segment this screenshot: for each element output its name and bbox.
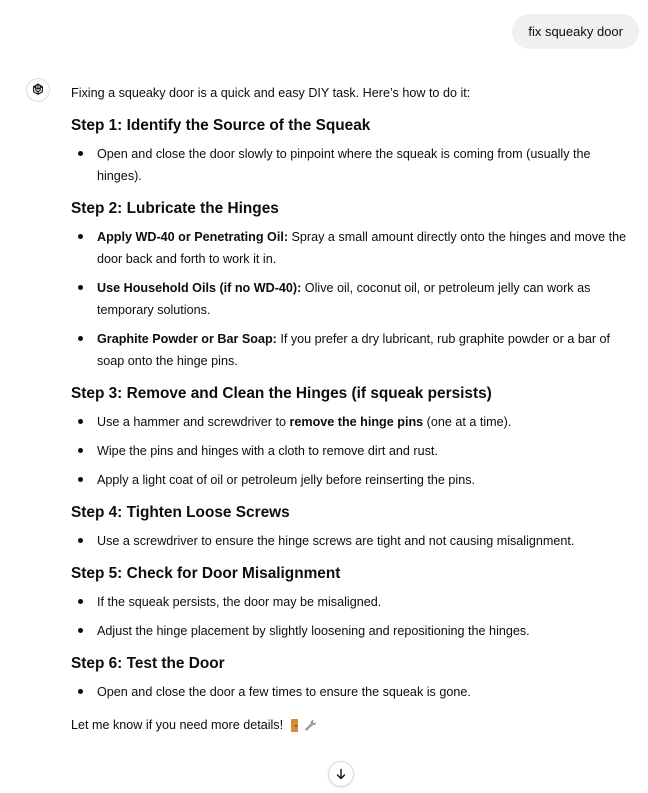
list-item: Adjust the hinge placement by slightly loosening and repositioning the hinges.: [71, 620, 636, 642]
list-item: Use a hammer and screwdriver to remove the hinge pins (one at a time).: [71, 411, 636, 433]
wrench-emoji-icon: [304, 719, 317, 732]
step-4: [71, 502, 636, 552]
step-title: Step 4: Tighten Loose Screws: [71, 504, 290, 521]
list-item: Apply WD-40 or Penetrating Oil: Spray a small amount directly onto the hinges and move the door back and forth to work it in.: [71, 226, 636, 270]
list-item: Open and close the door slowly to pinpoint where the squeak is coming from (usually the hinges).: [71, 143, 636, 187]
step-title: Step 6: Test the Door: [71, 655, 225, 672]
step-3: [71, 383, 636, 491]
door-emoji-icon: [291, 719, 298, 732]
step-title: Step 3: Remove and Clean the Hinges (if squeak persists): [71, 385, 492, 402]
list-item: Use a screwdriver to ensure the hinge screws are tight and not causing misalignment.: [71, 530, 636, 552]
list-item: If the squeak persists, the door may be misaligned.: [71, 591, 636, 613]
list-item: Use Household Oils (if no WD-40): Olive oil, coconut oil, or petroleum jelly can work as temporary solutions.: [71, 277, 636, 321]
step-5: [71, 563, 636, 642]
step-6: [71, 653, 636, 703]
scroll-down-button[interactable]: [328, 761, 354, 787]
step-title: Step 5: Check for Door Misalignment: [71, 565, 341, 582]
step-title: Step 1: Identify the Source of the Squeak: [71, 117, 371, 134]
step-1: [71, 115, 636, 187]
assistant-intro: Fixing a squeaky door is a quick and easy DIY task. Here’s how to do it:: [71, 86, 471, 100]
list-item: Apply a light coat of oil or petroleum jelly before reinserting the pins.: [71, 469, 636, 491]
arrow-down-icon: [335, 768, 347, 780]
list-item: Open and close the door a few times to ensure the squeak is gone.: [71, 681, 636, 703]
list-item: Wipe the pins and hinges with a cloth to remove dirt and rust.: [71, 440, 636, 462]
assistant-avatar: [26, 78, 50, 102]
step-2: [71, 198, 636, 372]
assistant-message: [71, 82, 636, 736]
list-item: Graphite Powder or Bar Soap: If you prefer a dry lubricant, rub graphite powder or a bar of soap onto the hinge pins.: [71, 328, 636, 372]
assistant-closing: Let me know if you need more details!: [71, 714, 636, 736]
step-title: Step 2: Lubricate the Hinges: [71, 200, 279, 217]
user-message-bubble: fix squeaky door: [512, 14, 639, 49]
openai-logo-icon: [30, 82, 46, 98]
